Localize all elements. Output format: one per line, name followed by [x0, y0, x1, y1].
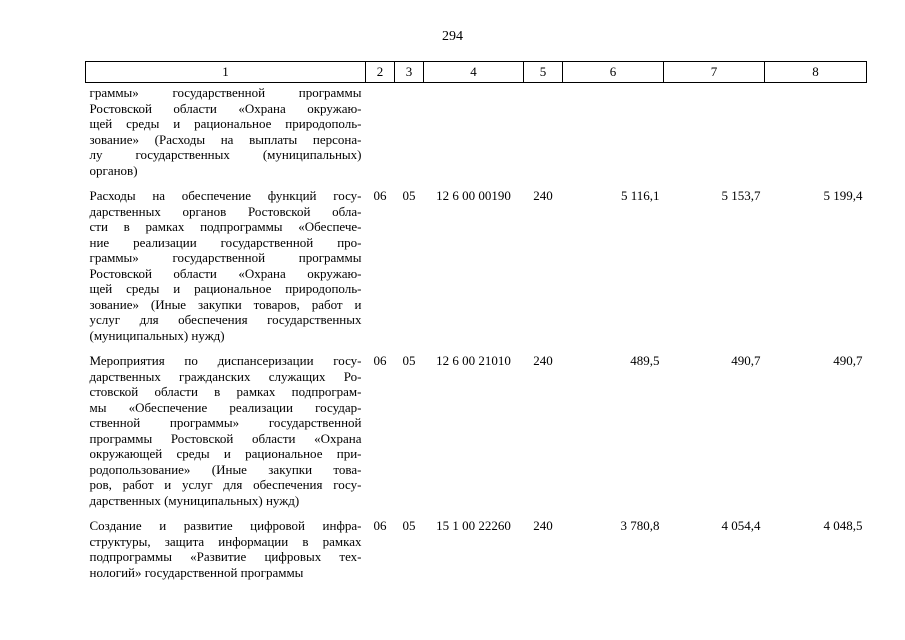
- cell-amount-year-2: [664, 83, 765, 187]
- description-line: структуры, защита информации в рамках: [89, 533, 362, 549]
- description-line: Расходы на обеспечение функций госу-: [89, 188, 362, 203]
- page-number: 294: [442, 29, 463, 44]
- table-row: [86, 516, 867, 588]
- description-line: ров, работ и услуг для обеспечения госу-: [89, 477, 362, 492]
- description-line: услуг для обеспечения государственных: [89, 312, 362, 327]
- description-line: ственной программы» государственной: [89, 415, 362, 430]
- cell-amount-year-1: [563, 83, 664, 187]
- cell-target-article: 15 1 00 22260: [436, 518, 511, 533]
- cell-description: [86, 186, 366, 351]
- description-line: граммы» государственной программы: [89, 85, 362, 100]
- cell-subsection: 05: [402, 518, 416, 533]
- cell-expense-type: 240: [533, 518, 553, 533]
- cell-expense-type: 240: [533, 188, 553, 203]
- cell-amount-year-3: 5 199,4: [823, 188, 863, 203]
- header-col-4: 4: [424, 62, 524, 83]
- table-row: [86, 83, 867, 187]
- cell-description: [86, 351, 366, 516]
- description-line: подпрограммы «Развитие цифровых тех-: [89, 549, 362, 564]
- description-line: мы «Обеспечение реализации государ-: [89, 399, 362, 415]
- description-line: Мероприятия по диспансеризации госу-: [89, 353, 362, 368]
- header-col-7: 7: [664, 62, 765, 83]
- description-line: программы Ростовской области «Охрана: [89, 430, 362, 446]
- header-row: [86, 62, 867, 83]
- cell-amount-year-1: 5 116,1: [620, 188, 660, 203]
- cell-section: 06: [373, 353, 387, 368]
- description-line: дарственных органов Ростовской обла-: [89, 203, 362, 219]
- description-line: нологий» государственной программы: [89, 564, 304, 580]
- cell-amount-year-2: 4 054,4: [721, 518, 761, 533]
- description-line: стовской области в рамках подпрограм-: [89, 384, 362, 399]
- description-line: сти в рамках подпрограммы «Обеспече-: [89, 219, 362, 234]
- header-col-6: 6: [563, 62, 664, 83]
- table-header: [86, 62, 867, 83]
- cell-section: 06: [373, 518, 387, 533]
- description-line: окружающей среды и рациональное при-: [89, 446, 362, 461]
- description-line: Ростовской области «Охрана окружаю-: [89, 265, 362, 281]
- cell-amount-year-3: 4 048,5: [823, 518, 863, 533]
- cell-expense-type: 240: [533, 353, 553, 368]
- table-body: [86, 83, 867, 589]
- cell-section: [366, 83, 395, 187]
- cell-subsection: [395, 83, 424, 187]
- cell-amount-year-2: 5 153,7: [721, 188, 761, 203]
- cell-amount-year-1: 489,5: [630, 353, 660, 368]
- description-line: родопользование» (Иные закупки това-: [89, 461, 362, 477]
- description-line: (муниципальных) нужд): [89, 327, 225, 343]
- cell-subsection: 05: [402, 188, 416, 203]
- cell-target-article: 12 6 00 21010: [436, 353, 511, 368]
- header-col-5: 5: [524, 62, 563, 83]
- description-line: граммы» государственной программы: [89, 250, 362, 265]
- description-line: лу государственных (муниципальных): [89, 147, 362, 162]
- description-line: зование» (Расходы на выплаты персона-: [89, 131, 362, 147]
- description-line: Создание и развитие цифровой инфра-: [89, 518, 362, 533]
- cell-description: [86, 516, 366, 588]
- description-line: зование» (Иные закупки товаров, работ и: [89, 296, 362, 312]
- header-col-3: 3: [395, 62, 424, 83]
- description-line: дарственных (муниципальных) нужд): [89, 492, 300, 508]
- header-col-8: 8: [765, 62, 867, 83]
- cell-amount-year-3: [765, 83, 867, 187]
- budget-table: [85, 61, 867, 588]
- table-row: [86, 351, 867, 516]
- cell-description: [86, 83, 366, 187]
- description-line: дарственных гражданских служащих Ро-: [89, 368, 362, 384]
- cell-amount-year-3: 490,7: [833, 353, 863, 368]
- description-line: Ростовской области «Охрана окружаю-: [89, 100, 362, 116]
- cell-subsection: 05: [402, 353, 416, 368]
- header-col-1: 1: [86, 62, 366, 83]
- description-line: щей среды и рациональное природополь-: [89, 116, 362, 131]
- cell-amount-year-1: 3 780,8: [620, 518, 660, 533]
- cell-amount-year-2: 490,7: [731, 353, 761, 368]
- cell-target-article: [424, 83, 524, 187]
- cell-expense-type: [524, 83, 563, 187]
- description-line: ние реализации государственной про-: [89, 234, 362, 250]
- description-line: щей среды и рациональное природополь-: [89, 281, 362, 296]
- cell-target-article: 12 6 00 00190: [436, 188, 511, 203]
- header-col-2: 2: [366, 62, 395, 83]
- table-row: [86, 186, 867, 351]
- description-line: органов): [89, 162, 138, 178]
- cell-section: 06: [373, 188, 387, 203]
